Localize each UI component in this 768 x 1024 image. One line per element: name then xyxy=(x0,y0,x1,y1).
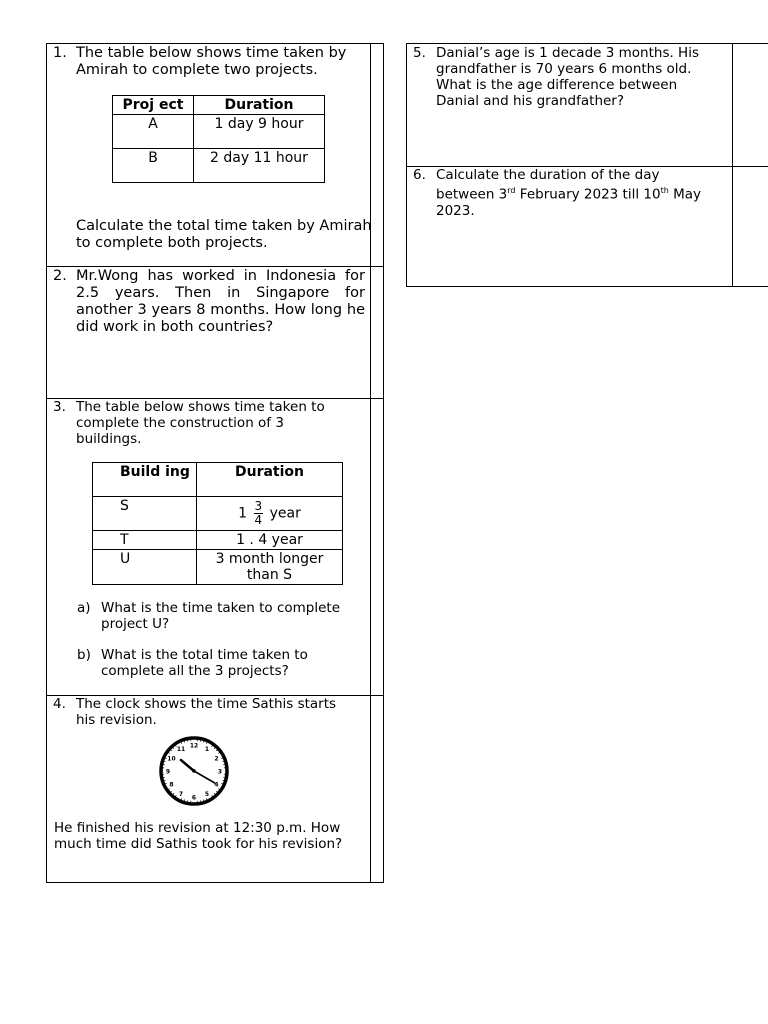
question-4-text: He finished his revision at 12:30 p.m. How much time did Sathis took for his revision? xyxy=(54,820,343,852)
clock-icon xyxy=(158,735,230,807)
table-cell: S xyxy=(93,497,197,531)
clock-number: 1 xyxy=(204,745,210,753)
question-number: 6. xyxy=(413,167,426,183)
table-cell: U xyxy=(93,550,197,585)
table-header-cell: Duration xyxy=(194,96,325,115)
clock-number: 2 xyxy=(214,755,219,763)
clock-number: 3 xyxy=(217,768,223,776)
mark-column xyxy=(370,399,383,695)
table-row xyxy=(93,531,343,550)
clock-number: 10 xyxy=(167,755,176,763)
mark-column xyxy=(732,167,768,286)
question-5: 5. Danial’s age is 1 decade 3 months. His grandfather is 70 years 6 months old. What is the age difference between Danial and his grandfather? xyxy=(413,45,699,109)
question-number: 3. xyxy=(53,399,66,415)
question-2: 2. Mr.Wong has worked in Indonesia for 2.5 years. Then in Singapore for another 3 years 8 months. How long he did work in both countries? xyxy=(53,268,365,335)
question-6 xyxy=(413,167,713,219)
mixed-number-whole: 1 xyxy=(238,505,248,522)
table-cell: 2 day 11 hour xyxy=(194,149,325,183)
question-6-text: Calculate the duration of the day between 3 xyxy=(436,167,660,203)
fraction-denominator: 4 xyxy=(254,513,263,527)
question-number: 4. xyxy=(53,696,66,712)
question-5-box xyxy=(406,43,768,167)
clock-number: 7 xyxy=(178,791,184,799)
table-header-cell: Proj ect xyxy=(113,96,194,115)
clock-center xyxy=(192,769,196,773)
table-cell: B xyxy=(113,149,194,183)
question-number: 1. xyxy=(53,45,67,61)
table-cell: A xyxy=(113,115,194,149)
question-4-intro: 4. The clock shows the time Sathis starts his revision. xyxy=(53,696,337,728)
question-4-box xyxy=(46,695,384,883)
projects-table xyxy=(112,95,325,183)
question-number: 5. xyxy=(413,45,426,61)
question-1-text: Calculate the total time taken by Amirah to complete both projects. xyxy=(76,218,372,251)
mark-column xyxy=(370,696,383,882)
question-6-text: February 2023 till 10 xyxy=(515,186,661,203)
table-cell: 1 . 4 year xyxy=(197,531,343,550)
clock-number: 4 xyxy=(214,781,219,789)
buildings-table xyxy=(92,462,343,585)
table-row xyxy=(113,149,325,183)
question-3-box xyxy=(46,398,384,696)
question-1-intro: 1. The table below shows time taken by Amirah to complete two projects. xyxy=(53,45,347,78)
mark-column xyxy=(732,44,768,166)
clock-number: 8 xyxy=(169,781,174,789)
table-header-cell: Duration xyxy=(197,463,343,497)
table-row xyxy=(93,497,343,531)
fraction-numerator: 3 xyxy=(254,499,263,513)
question-6-box xyxy=(406,166,768,287)
clock-number: 5 xyxy=(204,791,210,799)
table-header-cell: Build ing xyxy=(93,463,197,497)
table-row xyxy=(93,550,343,585)
table-cell xyxy=(197,497,343,531)
question-number: 2. xyxy=(53,268,67,284)
unit: year xyxy=(269,505,301,522)
table-header-row xyxy=(113,96,325,115)
table-cell: 1 day 9 hour xyxy=(194,115,325,149)
clock-number: 6 xyxy=(191,794,197,802)
table-row xyxy=(113,115,325,149)
ordinal-suffix: rd xyxy=(507,186,516,195)
question-6-text: May 2023. xyxy=(436,186,701,219)
question-3b: b) What is the total time taken to complete all the 3 projects? xyxy=(77,647,308,679)
table-cell: 3 month longer than S xyxy=(197,550,343,585)
fraction xyxy=(254,500,264,527)
clock-number: 12 xyxy=(189,742,199,750)
question-1-box xyxy=(46,43,384,267)
question-2-box xyxy=(46,266,384,399)
table-header-row xyxy=(93,463,343,497)
clock-number: 11 xyxy=(176,745,186,753)
question-3-intro: 3. The table below shows time taken to complete the construction of 3 buildings. xyxy=(53,399,325,447)
ordinal-suffix: th xyxy=(660,186,669,195)
question-3a: a) What is the time taken to complete project U? xyxy=(77,600,341,632)
clock-number: 9 xyxy=(165,768,171,776)
mark-column xyxy=(370,267,383,398)
table-cell: T xyxy=(93,531,197,550)
